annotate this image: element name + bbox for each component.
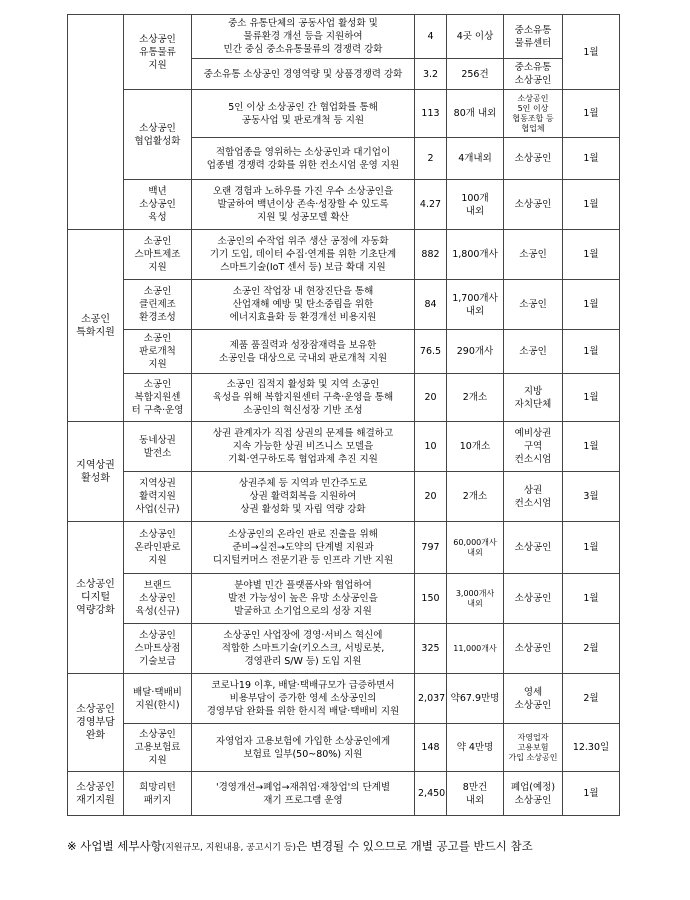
budget-cell: 325 (415, 624, 447, 674)
table-row (68, 280, 620, 330)
program-cell: 브랜드 소상공인 육성(신규) (124, 574, 192, 624)
budget-cell: 4 (415, 15, 447, 59)
month-cell: 3월 (563, 472, 620, 522)
target-cell: 소상공인 (504, 180, 563, 230)
program-cell: 소공인 판로개척 지원 (124, 330, 192, 374)
month-cell: 1월 (563, 374, 620, 422)
budget-cell: 2,037 (415, 674, 447, 724)
scale-cell: 11,000개사 (447, 624, 504, 674)
table-row (68, 624, 620, 674)
category-cell: 소공인 특화지원 (68, 230, 124, 422)
budget-cell: 882 (415, 230, 447, 280)
program-cell: 백년 소상공인 육성 (124, 180, 192, 230)
program-cell: 희망리턴 패키지 (124, 772, 192, 816)
description-cell: 5인 이상 소상공인 간 협업화를 통해 공동사업 및 판로개척 등 지원 (192, 90, 415, 138)
footnote-paren: (지원규모, 지원내용, 공고시기 등) (161, 843, 297, 853)
scale-cell: 2개소 (447, 472, 504, 522)
description-cell: 분야별 민간 플랫폼사와 협업하여 발전 가능성이 높은 유망 소상공인을 발굴하고 소기업으로의 성장 지원 (192, 574, 415, 624)
footnote-rest: 은 변경될 수 있으므로 개별 공고를 반드시 참조 (296, 839, 533, 853)
table-row (68, 330, 620, 374)
target-cell: 자영업자 고용보험 가입 소상공인 (504, 724, 563, 772)
target-cell: 중소유통 소상공인 (504, 59, 563, 90)
program-cell: 소상공인 고용보험료 지원 (124, 724, 192, 772)
category-cell (68, 15, 124, 230)
month-cell: 1월 (563, 574, 620, 624)
target-cell: 지방 자치단체 (504, 374, 563, 422)
target-cell: 소상공인 (504, 574, 563, 624)
table-row (68, 90, 620, 138)
description-cell: 소공인 집적지 활성화 및 지역 소공인 육성을 위해 복합지원센터 구축·운영을 통해 소공인의 혁신성장 기반 조성 (192, 374, 415, 422)
program-cell: 소상공인 협업활성화 (124, 90, 192, 180)
target-cell: 소상공인 (504, 522, 563, 574)
scale-cell: 4개내외 (447, 138, 504, 180)
budget-cell: 3.2 (415, 59, 447, 90)
budget-cell: 76.5 (415, 330, 447, 374)
description-cell: 중소 유통단체의 공동사업 활성화 및 물류환경 개선 등을 지원하여 민간 중심 중소유통물류의 경쟁력 강화 (192, 15, 415, 59)
description-cell: '경영개선→폐업→재취업·재창업'의 단계별 재기 프로그램 운영 (192, 772, 415, 816)
budget-cell: 10 (415, 422, 447, 472)
month-cell: 1월 (563, 280, 620, 330)
category-cell: 소상공인 재기지원 (68, 772, 124, 816)
budget-cell: 2 (415, 138, 447, 180)
program-table-container (67, 14, 619, 816)
description-cell: 제품 품질력과 성장잠재력을 보유한 소공인을 대상으로 국내외 판로개척 지원 (192, 330, 415, 374)
scale-cell: 100개 내외 (447, 180, 504, 230)
scale-cell: 2개소 (447, 374, 504, 422)
description-cell: 오랜 경험과 노하우를 가진 우수 소상공인을 발굴하여 백년이상 존속·성장할 수 있도록 지원 및 성공모델 확산 (192, 180, 415, 230)
scale-cell: 3,000개사 내외 (447, 574, 504, 624)
scale-cell: 256건 (447, 59, 504, 90)
program-cell: 배달·택배비 지원(한시) (124, 674, 192, 724)
scale-cell: 약 4만명 (447, 724, 504, 772)
program-cell: 소공인 복합지원센 터 구축·운영 (124, 374, 192, 422)
program-table (67, 14, 620, 816)
target-cell: 소상공인 5인 이상 협동조합 등 협업체 (504, 90, 563, 138)
category-cell: 소상공인 경영부담 완화 (68, 674, 124, 772)
table-row (68, 574, 620, 624)
month-cell: 1월 (563, 138, 620, 180)
budget-cell: 84 (415, 280, 447, 330)
month-cell: 1월 (563, 15, 620, 90)
month-cell: 1월 (563, 422, 620, 472)
program-cell: 동네상권 발전소 (124, 422, 192, 472)
table-row (68, 230, 620, 280)
description-cell: 상권 관계자가 직접 상권의 문제를 해결하고 지속 가능한 상권 비즈니스 모델을 기획·연구하도록 협업과제 추진 지원 (192, 422, 415, 472)
month-cell: 1월 (563, 90, 620, 138)
description-cell: 적합업종을 영위하는 소상공인과 대기업이 업종별 경쟁력 강화를 위한 컨소시엄 운영 지원 (192, 138, 415, 180)
table-row (68, 724, 620, 772)
table-row (68, 180, 620, 230)
table-row (68, 374, 620, 422)
scale-cell: 1,700개사 내외 (447, 280, 504, 330)
table-row (68, 472, 620, 522)
month-cell: 1월 (563, 330, 620, 374)
category-cell: 소상공인 디지털 역량강화 (68, 522, 124, 674)
description-cell: 소공인의 수작업 위주 생산 공정에 자동화 기기 도입, 데이터 수집·연계를 위한 기초단계 스마트기술(IoT 센서 등) 보급 확대 지원 (192, 230, 415, 280)
target-cell: 소공인 (504, 330, 563, 374)
scale-cell: 80개 내외 (447, 90, 504, 138)
description-cell: 자영업자 고용보험에 가입한 소상공인에게 보험료 일부(50~80%) 지원 (192, 724, 415, 772)
table-row (68, 422, 620, 472)
table-row (68, 522, 620, 574)
budget-cell: 150 (415, 574, 447, 624)
scale-cell: 60,000개사 내외 (447, 522, 504, 574)
target-cell: 중소유통 물류센터 (504, 15, 563, 59)
program-cell: 소공인 클린제조 환경조성 (124, 280, 192, 330)
month-cell: 1월 (563, 230, 620, 280)
target-cell: 소공인 (504, 280, 563, 330)
footnote (67, 838, 627, 854)
month-cell: 2월 (563, 624, 620, 674)
budget-cell: 2,450 (415, 772, 447, 816)
target-cell: 영세 소상공인 (504, 674, 563, 724)
footnote-mark: ※ 사업별 세부사항 (67, 839, 162, 853)
budget-cell: 113 (415, 90, 447, 138)
budget-cell: 20 (415, 374, 447, 422)
target-cell: 예비상권 구역 컨소시엄 (504, 422, 563, 472)
target-cell: 폐업(예정) 소상공인 (504, 772, 563, 816)
target-cell: 소공인 (504, 230, 563, 280)
month-cell: 2월 (563, 674, 620, 724)
target-cell: 소상공인 (504, 138, 563, 180)
scale-cell: 약67.9만명 (447, 674, 504, 724)
program-cell: 소공인 스마트제조 지원 (124, 230, 192, 280)
scale-cell: 8만건 내외 (447, 772, 504, 816)
month-cell: 1월 (563, 772, 620, 816)
category-cell: 지역상권 활성화 (68, 422, 124, 522)
description-cell: 상권주체 등 지역과 민간주도로 상권 활력회복을 지원하여 상권 활성화 및 자립 역량 강화 (192, 472, 415, 522)
scale-cell: 10개소 (447, 422, 504, 472)
budget-cell: 148 (415, 724, 447, 772)
month-cell: 1월 (563, 522, 620, 574)
budget-cell: 20 (415, 472, 447, 522)
table-row (68, 674, 620, 724)
target-cell: 상권 컨소시엄 (504, 472, 563, 522)
description-cell: 소상공인 사업장에 경영·서비스 혁신에 적합한 스마트기술(키오스크, 서빙로봇, 경영관리 S/W 등) 도입 지원 (192, 624, 415, 674)
table-row (68, 772, 620, 816)
program-cell: 소상공인 스마트상점 기술보급 (124, 624, 192, 674)
budget-cell: 4.27 (415, 180, 447, 230)
table-row (68, 15, 620, 59)
budget-cell: 797 (415, 522, 447, 574)
month-cell: 12.30일 (563, 724, 620, 772)
scale-cell: 4곳 이상 (447, 15, 504, 59)
description-cell: 중소유통 소상공인 경영역량 및 상품경쟁력 강화 (192, 59, 415, 90)
program-cell: 소상공인 유통물류 지원 (124, 15, 192, 90)
scale-cell: 1,800개사 (447, 230, 504, 280)
description-cell: 코로나19 이후, 배달·택배규모가 급증하면서 비용부담이 증가한 영세 소상공인의 경영부담 완화를 위한 한시적 배달·택배비 지원 (192, 674, 415, 724)
month-cell: 1월 (563, 180, 620, 230)
description-cell: 소공인 작업장 내 현장진단을 통해 산업재해 예방 및 탄소중립을 위한 에너지효율화 등 환경개선 비용지원 (192, 280, 415, 330)
program-cell: 지역상권 활력지원 사업(신규) (124, 472, 192, 522)
program-cell: 소상공인 온라인판로 지원 (124, 522, 192, 574)
scale-cell: 290개사 (447, 330, 504, 374)
target-cell: 소상공인 (504, 624, 563, 674)
description-cell: 소상공인의 온라인 판로 진출을 위해 준비→실전→도약의 단계별 지원과 디지털커머스 전문기관 등 인프라 기반 지원 (192, 522, 415, 574)
